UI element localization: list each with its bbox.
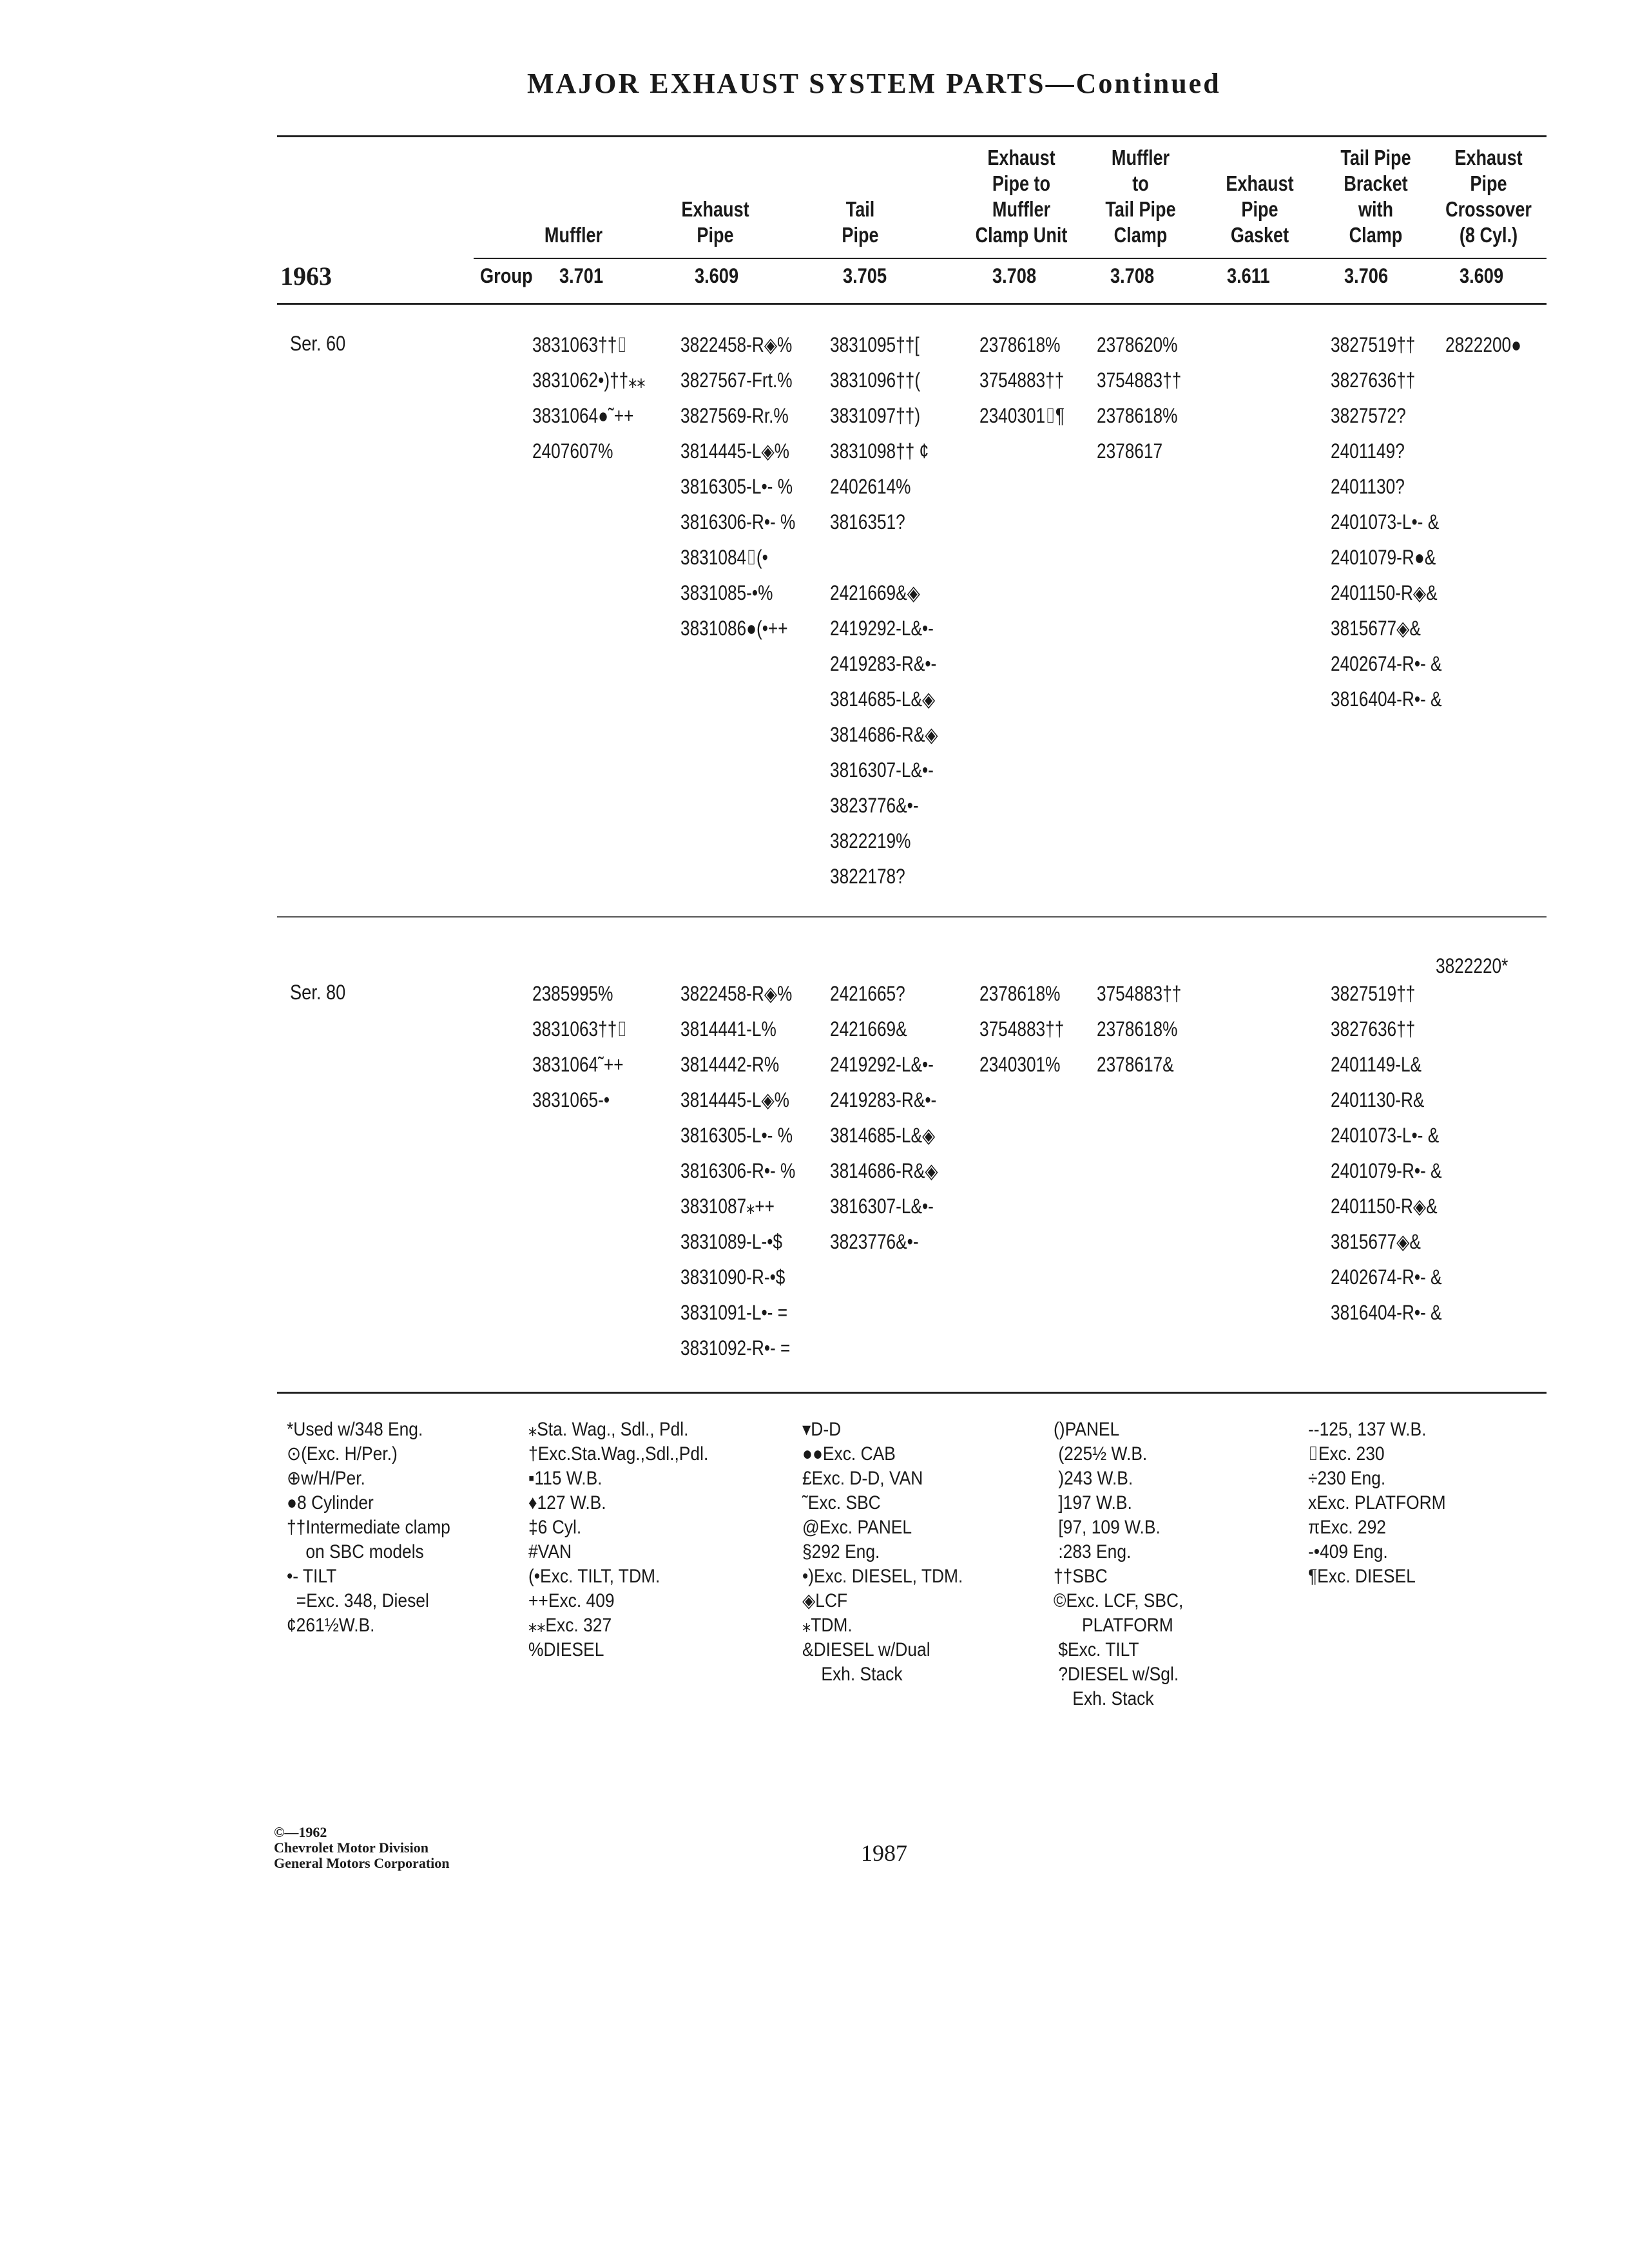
list-item: 2421665? xyxy=(830,982,905,1005)
list-item: 3822458-R◈% xyxy=(680,982,793,1005)
header-line: Gasket xyxy=(1230,223,1289,247)
copyright-block xyxy=(274,1825,450,1871)
list-item: 3831090-R-•$ xyxy=(680,1265,786,1289)
list-item: on SBC models xyxy=(287,1541,424,1562)
list-item: xExc. PLATFORM xyxy=(1308,1492,1446,1514)
list-item: ◈LCF xyxy=(802,1590,848,1611)
list-item: General Motors Corporation xyxy=(274,1855,450,1871)
list-item: 3816305-L•- % xyxy=(680,475,793,498)
list-item: 2340301% xyxy=(979,1053,1061,1076)
ser60-muffler-list xyxy=(532,327,646,469)
list-item: 3827636†† xyxy=(1331,1017,1416,1041)
list-item: ?DIESEL w/Sgl. xyxy=(1054,1664,1179,1685)
list-item: 3754883†† xyxy=(1097,982,1182,1005)
list-item: 3827636†† xyxy=(1331,369,1416,392)
list-item: 2402674-R•- & xyxy=(1331,1265,1442,1289)
group-rule xyxy=(277,303,1547,305)
list-item: 3754883†† xyxy=(1097,369,1182,392)
top-rule xyxy=(277,135,1547,137)
list-item: #VAN xyxy=(528,1541,572,1562)
list-item: 2401073-L•- & xyxy=(1331,1124,1440,1147)
ser80-crossover-list xyxy=(1436,948,1508,984)
ser60-exhaust-pipe-list xyxy=(680,327,795,646)
list-item: (225½ W.B. xyxy=(1054,1443,1148,1465)
list-item: ‡6 Cyl. xyxy=(528,1517,582,1538)
list-item: 3831084⌷(• xyxy=(680,546,768,569)
legend-col-5 xyxy=(1308,1418,1446,1589)
list-item: ©—1962 xyxy=(274,1824,327,1840)
list-item: 3831086●(•++ xyxy=(680,617,788,640)
header-muffler-to-tail-clamp xyxy=(1088,145,1193,248)
bottom-rule xyxy=(277,1392,1547,1394)
page-number: 1987 xyxy=(861,1840,907,1866)
ser80-clamp-unit-list xyxy=(979,976,1064,1082)
ser80-tail-pipe-list xyxy=(830,976,938,1260)
list-item: 3814686-R&◈ xyxy=(830,723,938,746)
list-item: 2419292-L&•- xyxy=(830,1053,934,1076)
list-item: §292 Eng. xyxy=(802,1541,880,1562)
list-item: Chevrolet Motor Division xyxy=(274,1840,429,1856)
list-item: πExc. 292 xyxy=(1308,1517,1386,1538)
header-crossover xyxy=(1436,145,1541,248)
header-line: to xyxy=(1132,171,1149,195)
legend-col-2 xyxy=(528,1418,708,1662)
list-item: 3831065-• xyxy=(532,1088,610,1111)
list-item: 3823776&•- xyxy=(830,794,919,817)
header-line: (8 Cyl.) xyxy=(1459,223,1518,247)
header-pipe-to-muffler-clamp xyxy=(963,145,1079,248)
series-60-label: Ser. 60 xyxy=(290,332,346,355)
list-item: ●●Exc. CAB xyxy=(802,1443,896,1465)
ser60-tail-clamp-list xyxy=(1097,327,1181,469)
list-item: @Exc. PANEL xyxy=(802,1517,912,1538)
list-item: 2401073-L•- & xyxy=(1331,510,1440,533)
year-label: 1963 xyxy=(280,262,332,291)
header-tail-pipe xyxy=(813,197,908,248)
list-item: ⁎TDM. xyxy=(802,1615,853,1636)
list-item: 3814441-L% xyxy=(680,1017,776,1041)
list-item: 3831064●˜++ xyxy=(532,404,634,427)
ser80-bracket-list xyxy=(1331,976,1442,1331)
header-line: Exhaust xyxy=(987,146,1055,169)
header-line: Pipe xyxy=(842,223,879,247)
list-item: 2402674-R•- & xyxy=(1331,652,1442,675)
list-item: 3827567-Frt.% xyxy=(680,369,793,392)
list-item: ⌷Exc. 230 xyxy=(1308,1443,1385,1465)
header-bracket-clamp xyxy=(1323,145,1429,248)
list-item: 2385995% xyxy=(532,982,613,1005)
list-item: 3831089-L-•$ xyxy=(680,1230,783,1253)
list-item: †Exc.Sta.Wag.,Sdl.,Pdl. xyxy=(528,1443,709,1465)
list-item: :283 Eng. xyxy=(1054,1541,1132,1562)
list-item: 2378618% xyxy=(1097,404,1178,427)
list-item: 2419283-R&•- xyxy=(830,1088,937,1111)
list-item: 2419283-R&•- xyxy=(830,652,937,675)
list-item: ⊙(Exc. H/Per.) xyxy=(287,1443,398,1465)
header-line: Exhaust xyxy=(1226,171,1294,195)
list-item: ++Exc. 409 xyxy=(528,1590,615,1611)
list-item: ††Intermediate clamp xyxy=(287,1517,450,1538)
list-item: 3814442-R% xyxy=(680,1053,780,1076)
header-line: Bracket xyxy=(1344,171,1408,195)
list-item: ♦127 W.B. xyxy=(528,1492,606,1514)
list-item: 2822200● xyxy=(1445,333,1522,356)
list-item: 3816307-L&•- xyxy=(830,1195,934,1218)
group-clamp-unit: 3.708 xyxy=(992,264,1037,287)
header-line: Pipe xyxy=(1241,197,1278,221)
header-exhaust-pipe xyxy=(662,197,768,248)
list-item: 3831062•)††⁎⁎ xyxy=(532,369,646,392)
header-line: Crossover xyxy=(1445,197,1532,221)
header-line: Pipe xyxy=(697,223,734,247)
list-item: 3816404-R•- & xyxy=(1331,687,1442,711)
list-item: 2421669&◈ xyxy=(830,581,920,604)
list-item: £Exc. D-D, VAN xyxy=(802,1468,923,1489)
list-item: 2378617 xyxy=(1097,439,1163,463)
list-item xyxy=(830,540,938,575)
group-tail-clamp: 3.708 xyxy=(1110,264,1155,287)
header-line: Tail Pipe xyxy=(1105,197,1176,221)
list-item: ˜Exc. SBC xyxy=(802,1492,881,1514)
list-item: 3814445-L◈% xyxy=(680,1088,789,1111)
list-item: 3831097††) xyxy=(830,404,921,427)
list-item: ⁎⁎Exc. 327 xyxy=(528,1615,612,1636)
list-item: 2401149-L& xyxy=(1331,1053,1422,1076)
ser60-clamp-unit-list xyxy=(979,327,1065,434)
list-item: Exh. Stack xyxy=(1054,1688,1154,1709)
legend-col-4 xyxy=(1054,1418,1183,1711)
header-muffler xyxy=(521,222,626,248)
list-item: 3831091-L•- = xyxy=(680,1301,788,1324)
list-item: 3816307-L&•- xyxy=(830,758,934,782)
list-item: [97, 109 W.B. xyxy=(1054,1517,1161,1538)
list-item: 2401130? xyxy=(1331,475,1405,498)
header-line: Muffler xyxy=(1111,146,1170,169)
list-item: =Exc. 348, Diesel xyxy=(287,1590,429,1611)
list-item: •- TILT xyxy=(287,1566,337,1587)
list-item: 2378618% xyxy=(979,982,1061,1005)
ser80-muffler-list xyxy=(532,976,627,1118)
group-bracket: 3.706 xyxy=(1344,264,1389,287)
list-item: 2407607% xyxy=(532,439,613,463)
list-item: •)Exc. DIESEL, TDM. xyxy=(802,1566,963,1587)
list-item: %DIESEL xyxy=(528,1639,604,1660)
list-item: 2401150-R◈& xyxy=(1331,581,1438,604)
ser80-tail-clamp-list xyxy=(1097,976,1181,1082)
header-line: Pipe to xyxy=(992,171,1051,195)
list-item: ©Exc. LCF, SBC, xyxy=(1054,1590,1184,1611)
list-item: 3827572? xyxy=(1331,404,1406,427)
group-crossover: 3.609 xyxy=(1460,264,1504,287)
list-item: 3814685-L&◈ xyxy=(830,1124,936,1147)
list-item: &DIESEL w/Dual xyxy=(802,1639,930,1660)
list-item: 2402614% xyxy=(830,475,911,498)
header-line: Exhaust xyxy=(681,197,749,221)
list-item: 3822220* xyxy=(1436,954,1509,977)
header-rule xyxy=(474,258,1547,259)
list-item: 3816404-R•- & xyxy=(1331,1301,1442,1324)
list-item: 3831096††( xyxy=(830,369,921,392)
list-item: 2401149? xyxy=(1331,439,1405,463)
list-item: 2378618% xyxy=(979,333,1061,356)
list-item: 3831087⁎++ xyxy=(680,1195,775,1218)
group-exhaust-pipe: 3.609 xyxy=(695,264,739,287)
list-item: 3815677◈& xyxy=(1331,617,1421,640)
list-item: 3831095††[ xyxy=(830,333,920,356)
header-line: Muffler xyxy=(544,223,603,247)
header-line: Tail xyxy=(845,197,875,221)
header-line: Clamp xyxy=(1349,223,1403,247)
list-item: 3823776&•- xyxy=(830,1230,919,1253)
list-item: ¢261½W.B. xyxy=(287,1615,375,1636)
list-item: ⊕w/H/Per. xyxy=(287,1468,365,1489)
list-item: -•409 Eng. xyxy=(1308,1541,1388,1562)
list-item: 3816306-R•- % xyxy=(680,510,796,533)
list-item: 3754883†† xyxy=(979,369,1065,392)
ser60-tail-pipe-list xyxy=(830,327,938,894)
list-item: 3827519†† xyxy=(1331,333,1416,356)
list-item: *Used w/348 Eng. xyxy=(287,1419,423,1440)
list-item: ÷230 Eng. xyxy=(1308,1468,1386,1489)
list-item: 2378618% xyxy=(1097,1017,1178,1041)
list-item: 3822458-R◈% xyxy=(680,333,793,356)
list-item: 2340301⌷¶ xyxy=(979,404,1065,427)
list-item: 3816306-R•- % xyxy=(680,1159,796,1182)
list-item: ††SBC xyxy=(1054,1566,1108,1587)
header-line: Muffler xyxy=(992,197,1051,221)
list-item: 3822219% xyxy=(830,829,911,852)
group-tail-pipe: 3.705 xyxy=(843,264,887,287)
header-line: Clamp xyxy=(1113,223,1168,247)
list-item: 3831063††⌷ xyxy=(532,333,628,356)
list-item: 3814685-L&◈ xyxy=(830,687,936,711)
list-item: ▪115 W.B. xyxy=(528,1468,602,1489)
series-80-label: Ser. 80 xyxy=(290,981,346,1004)
group-label: Group xyxy=(480,264,533,287)
list-item: 2401150-R◈& xyxy=(1331,1195,1438,1218)
list-item: 3831092-R•- = xyxy=(680,1336,791,1360)
list-item: --125, 137 W.B. xyxy=(1308,1419,1427,1440)
list-item: ⁎Sta. Wag., Sdl., Pdl. xyxy=(528,1419,689,1440)
list-item: 3754883†† xyxy=(979,1017,1065,1041)
list-item: 2378617& xyxy=(1097,1053,1174,1076)
list-item: 3831063††⌷ xyxy=(532,1017,628,1041)
list-item: (•Exc. TILT, TDM. xyxy=(528,1566,660,1587)
list-item: 3827569-Rr.% xyxy=(680,404,789,427)
header-line: Tail Pipe xyxy=(1340,146,1411,169)
list-item: 2419292-L&•- xyxy=(830,617,934,640)
ser60-bracket-list xyxy=(1331,327,1442,717)
list-item: )243 W.B. xyxy=(1054,1468,1133,1489)
list-item: 3831085-•% xyxy=(680,581,773,604)
header-line: with xyxy=(1358,197,1394,221)
list-item: 3816351? xyxy=(830,510,905,533)
list-item: 3814445-L◈% xyxy=(680,439,789,463)
list-item: ●8 Cylinder xyxy=(287,1492,374,1514)
ser80-exhaust-pipe-list xyxy=(680,976,795,1366)
list-item: ▾D-D xyxy=(802,1419,842,1440)
group-muffler: 3.701 xyxy=(559,264,604,287)
list-item: 2401079-R•- & xyxy=(1331,1159,1442,1182)
list-item: 3831098†† ¢ xyxy=(830,439,929,463)
list-item: 3822178? xyxy=(830,865,905,888)
list-item: ¶Exc. DIESEL xyxy=(1308,1566,1416,1587)
list-item: 2401130-R& xyxy=(1331,1088,1425,1111)
ser60-crossover-list xyxy=(1445,327,1521,363)
section-divider xyxy=(277,916,1547,918)
list-item: ()PANEL xyxy=(1054,1419,1120,1440)
header-pipe-gasket xyxy=(1207,171,1313,248)
legend-col-1 xyxy=(287,1418,450,1638)
list-item: 3827519†† xyxy=(1331,982,1416,1005)
page-title: MAJOR EXHAUST SYSTEM PARTS—Continued xyxy=(527,68,1221,99)
header-line: Pipe xyxy=(1470,171,1507,195)
legend-col-3 xyxy=(802,1418,963,1687)
list-item: PLATFORM xyxy=(1054,1615,1173,1636)
group-gasket: 3.611 xyxy=(1227,264,1270,287)
list-item: 2378620% xyxy=(1097,333,1178,356)
list-item: 2421669& xyxy=(830,1017,907,1041)
list-item: $Exc. TILT xyxy=(1054,1639,1139,1660)
list-item: Exh. Stack xyxy=(802,1664,903,1685)
list-item: ]197 W.B. xyxy=(1054,1492,1132,1514)
list-item: 2401079-R●& xyxy=(1331,546,1436,569)
list-item: 3815677◈& xyxy=(1331,1230,1421,1253)
list-item: 3831064˜++ xyxy=(532,1053,624,1076)
header-line: Exhaust xyxy=(1454,146,1523,169)
header-line: Clamp Unit xyxy=(975,223,1068,247)
list-item: 3814686-R&◈ xyxy=(830,1159,938,1182)
list-item: 3816305-L•- % xyxy=(680,1124,793,1147)
